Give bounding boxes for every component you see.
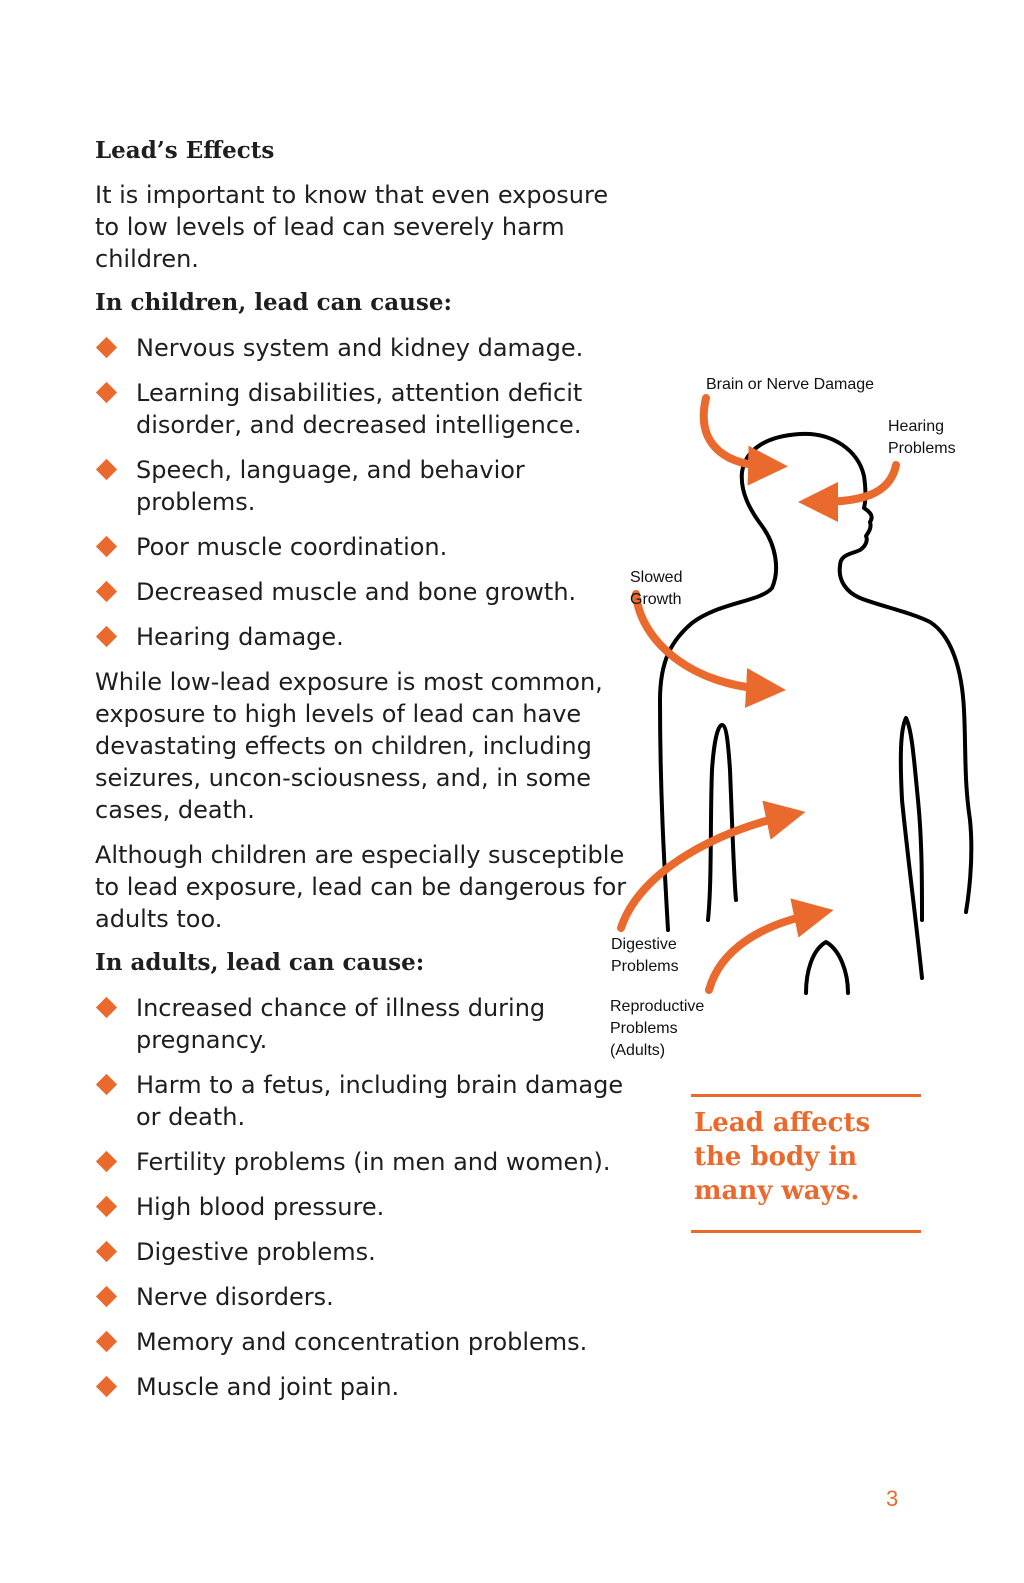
list-item-text: Digestive problems. — [136, 1238, 376, 1266]
list-item-text: Poor muscle coordination. — [136, 533, 448, 561]
diamond-bullet-icon — [96, 997, 117, 1018]
list-item-text: Nerve disorders. — [136, 1283, 334, 1311]
left-arm-outline — [708, 725, 736, 920]
diamond-bullet-icon — [96, 536, 117, 557]
list-item-text: Nervous system and kidney damage. — [136, 334, 584, 362]
reproductive-arrow — [709, 914, 814, 990]
diamond-bullet-icon — [96, 1376, 117, 1397]
legs-outline — [806, 942, 848, 993]
body-outline — [660, 434, 971, 930]
list-item-text: Decreased muscle and bone growth. — [136, 578, 577, 606]
diamond-bullet-icon — [96, 1151, 117, 1172]
list-item-text: Harm to a fetus, including brain damage or death. — [136, 1071, 624, 1131]
list-item-text: Fertility problems (in men and women). — [136, 1148, 611, 1176]
list-item — [95, 1191, 655, 1223]
list-item-text: High blood pressure. — [136, 1193, 385, 1221]
list-item-text: Memory and concentration problems. — [136, 1328, 588, 1356]
list-item-text: Muscle and joint pain. — [136, 1373, 400, 1401]
diamond-bullet-icon — [96, 1286, 117, 1307]
diamond-bullet-icon — [96, 581, 117, 602]
hearing-problems-label: Hearing Problems — [888, 418, 956, 457]
diamond-bullet-icon — [96, 459, 117, 480]
hearing-arrow — [818, 465, 896, 502]
adults-heading: In adults, lead can cause: — [95, 949, 425, 976]
list-item — [95, 332, 635, 364]
callout-divider-top — [691, 1094, 921, 1097]
list-item — [95, 1326, 655, 1358]
list-item — [95, 1236, 655, 1268]
list-item — [95, 454, 635, 518]
adults-effects-list — [95, 992, 655, 1416]
children-effects-list — [95, 332, 635, 666]
children-heading: In children, lead can cause: — [95, 289, 452, 316]
brain-nerve-damage-label: Brain or Nerve Damage — [706, 376, 875, 393]
slowed-growth-label: Slowed Growth — [630, 569, 683, 608]
brain-arrow — [704, 398, 768, 466]
section-title: Lead’s Effects — [95, 137, 275, 164]
list-item — [95, 1371, 655, 1403]
diamond-bullet-icon — [96, 382, 117, 403]
list-item — [95, 377, 635, 441]
digestive-arrow — [621, 816, 786, 928]
list-item-text: Speech, language, and behavior problems. — [136, 456, 525, 516]
list-item-text: Hearing damage. — [136, 623, 344, 651]
diamond-bullet-icon — [96, 626, 117, 647]
low-lead-paragraph: While low-lead exposure is most common, exposure to high levels of lead can have devastating effects on children, including seizures, uncon-sciousness, and, in some cases, death. — [95, 668, 603, 824]
list-item — [95, 1069, 655, 1133]
list-item-text: Increased chance of illness during pregnancy. — [136, 994, 546, 1054]
list-item-text: Learning disabilities, attention deficit disorder, and decreased intelligence. — [136, 379, 583, 439]
diamond-bullet-icon — [96, 337, 117, 358]
callout-text: Lead affects the body in many ways. — [694, 1108, 871, 1206]
diamond-bullet-icon — [96, 1196, 117, 1217]
list-item — [95, 1281, 655, 1313]
adults-intro-paragraph: Although children are especially susceptible to lead exposure, lead can be dangerous for adults too. — [95, 841, 627, 933]
digestive-problems-label: Digestive Problems — [611, 936, 679, 975]
diamond-bullet-icon — [96, 1331, 117, 1352]
list-item — [95, 576, 635, 608]
list-item — [95, 1146, 655, 1178]
list-item — [95, 621, 635, 653]
intro-paragraph: It is important to know that even exposure to low levels of lead can severely harm children. — [95, 181, 609, 273]
reproductive-problems-label: Reproductive Problems (Adults) — [610, 998, 705, 1059]
callout-divider-bottom — [691, 1230, 921, 1233]
right-arm-outline — [901, 718, 922, 978]
list-item — [95, 992, 655, 1056]
diamond-bullet-icon — [96, 1241, 117, 1262]
page-number: 3 — [886, 1486, 899, 1511]
diamond-bullet-icon — [96, 1074, 117, 1095]
list-item — [95, 531, 635, 563]
